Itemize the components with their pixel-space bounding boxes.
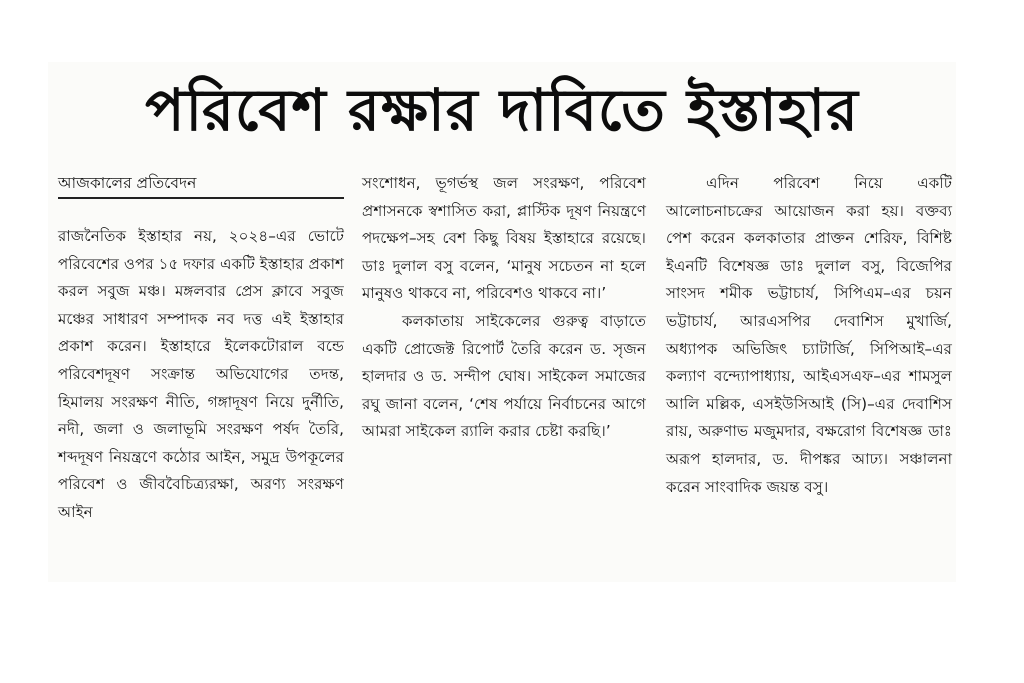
headline: পরিবেশ রক্ষার দাবিতে ইস্তাহার	[145, 76, 859, 144]
newspaper-clipping	[48, 62, 956, 582]
paragraph-4: এদিন পরিবেশ নিয়ে একটি আলোচনাচক্রের আয়োজন করা হয়। বক্তব্য পেশ করেন কলকাতার প্রাক্তন শেরিফ, বিশিষ্ট ইএনটি বিশেষজ্ঞ ডাঃ দুলাল বসু, বিজেপির সাংসদ শমীক ভট্টাচার্য, সিপিএম–এর চয়ন ভট্টাচার্য, আরএসপির দেবাশিস মুখার্জি, অধ্যাপক অভিজিৎ চ্যাটার্জি, সিপিআই–এর কল্যাণ বন্দ্যোপাধ্যায়, আইএসএফ–এর শামসুল আলি মল্লিক, এসইউসিআই (সি)–এর দেবাশিস রায়, অরুণাভ মজুমদার, বক্ষরোগ বিশেষজ্ঞ ডাঃ অরূপ হালদার, ড. দীপঙ্কর আঢ্য। সঞ্চালনা করেন সাংবাদিক জয়ন্ত বসু।	[666, 174, 952, 496]
article-column-3	[666, 170, 952, 501]
paragraph-3: কলকাতায় সাইকেলের গুরুত্ব বাড়াতে একটি প্রোজেক্ট রিপোর্ট তৈরি করেন ড. সৃজন হালদার ও ড. সন্দীপ ঘোষ। সাইকেল সমাজের রঘু জানা বলেন, ‘শেষ পর্যায়ে নির্বাচনের আগে আমরা সাইকেল র‌্যালি করার চেষ্টা করছি।’	[362, 311, 646, 441]
paragraph-1: রাজনৈতিক ইস্তাহার নয়, ২০২৪–এর ভোটে পরিবেশের ওপর ১৫ দফার একটি ইস্তাহার প্রকাশ করল সবুজ মঞ্চ। মঙ্গলবার প্রেস ক্লাবে সবুজ মঞ্চের সাধারণ সম্পাদক নব দত্ত এই ইস্তাহার প্রকাশ করেন। ইস্তাহারে ইলেকটোরাল বন্ডে পরিবেশদূষণ সংক্রান্ত অভিযোগের তদন্ত, হিমালয় সংরক্ষণ নীতি, গঙ্গাদূষণ নিয়ে দুর্নীতি, নদী, জলা ও জলাভূমি সংরক্ষণ পর্ষদ তৈরি, শব্দদূষণ নিয়ন্ত্রণে কঠোর আইন, সমুদ্র উপকূলের পরিবেশ ও জীববৈচিত্র্যরক্ষা, অরণ্য সংরক্ষণ আইন	[58, 227, 344, 521]
paragraph-2: সংশোধন, ভূগর্ভস্থ জল সংরক্ষণ, পরিবেশ প্রশাসনকে স্বশাসিত করা, প্লাস্টিক দূষণ নিয়ন্ত্রণে পদক্ষেপ–সহ বেশ কিছু বিষয় ইস্তাহারে রয়েছে। ডাঃ দুলাল বসু বলেন, ‘মানুষ সচেতন না হলে মানুষও থাকবে না, পরিবেশও থাকবে না।’	[362, 174, 646, 303]
byline: আজকালের প্রতিবেদন	[58, 170, 344, 199]
article-column-2	[362, 170, 646, 446]
article-column-1	[58, 170, 344, 527]
